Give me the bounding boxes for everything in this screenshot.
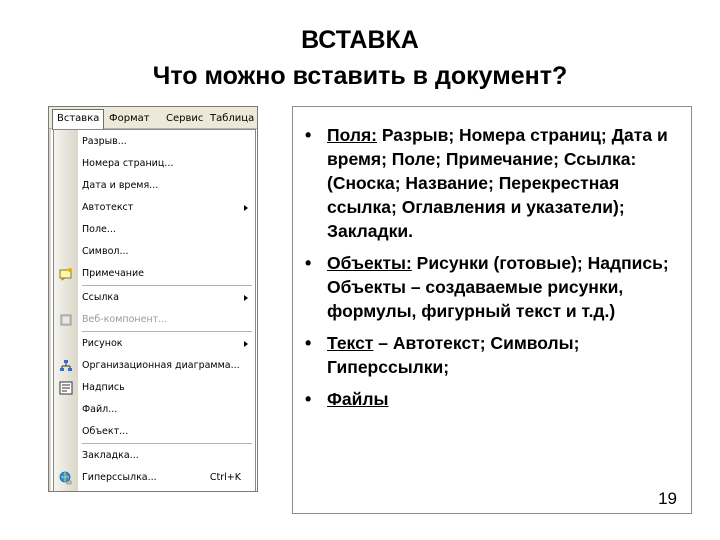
menu-item-reference[interactable] xyxy=(54,288,255,308)
menu-item-file[interactable] xyxy=(54,400,255,420)
bullet-list xyxy=(303,123,683,419)
menu-item-label: Рисунок xyxy=(82,338,123,349)
bullet-fields xyxy=(303,123,683,243)
bullet-text: Разрыв; Номера страниц; Дата и время; Поле; Примечание; Ссылка: (Сноска; Название; Перекрестная ссылка; Оглавления и указатели); Закладки. xyxy=(327,125,668,241)
bullet-files xyxy=(303,387,683,411)
menubar-item-format[interactable]: Формат xyxy=(109,113,150,124)
menu-item-field[interactable] xyxy=(54,220,255,240)
title-line-1: ВСТАВКА xyxy=(301,26,419,54)
bullet-heading: Поля: xyxy=(327,125,377,145)
bullet-heading: Файлы xyxy=(327,389,389,409)
menu-item-hyperlink[interactable] xyxy=(54,468,255,488)
menu-item-label: Поле... xyxy=(82,224,116,235)
menu-item-label: Гиперссылка... xyxy=(82,472,157,483)
menu-item-autotext[interactable] xyxy=(54,198,255,218)
menu-item-label: Дата и время... xyxy=(82,180,159,191)
textbox-icon xyxy=(59,381,73,395)
menubar-item-insert[interactable]: Вставка xyxy=(52,109,104,130)
submenu-arrow-icon xyxy=(244,205,248,211)
menu-item-shortcut: Ctrl+K xyxy=(209,472,241,483)
menu-item-label: Веб-компонент... xyxy=(82,314,168,325)
menu-item-label: Автотекст xyxy=(82,202,134,213)
page-number: 19 xyxy=(658,489,677,508)
menu-item-date-time[interactable] xyxy=(54,176,255,196)
bullet-text: Рисунки (готовые); Надпись; Объекты – создаваемые рисунки, формулы, фигурный текст и т.д.) xyxy=(327,253,669,321)
web-component-icon xyxy=(59,313,73,327)
content-textbox xyxy=(292,106,692,514)
menu-item-textbox[interactable] xyxy=(54,378,255,398)
menu-item-label: Файл... xyxy=(82,404,118,415)
hyperlink-icon xyxy=(59,471,73,485)
menu-item-page-numbers[interactable] xyxy=(54,154,255,174)
menu-item-label: Надпись xyxy=(82,382,125,393)
submenu-arrow-icon xyxy=(244,295,248,301)
menu-item-label: Примечание xyxy=(82,268,145,279)
menu-item-label: Закладка... xyxy=(82,450,139,461)
menu-separator xyxy=(82,443,252,444)
bullet-text: – Автотекст; Символы; Гиперссылки; xyxy=(327,333,580,377)
bullet-heading: Объекты: xyxy=(327,253,412,273)
slide-title xyxy=(0,22,720,94)
submenu-arrow-icon xyxy=(244,341,248,347)
menu-item-comment[interactable] xyxy=(54,264,255,284)
menu-item-label: Символ... xyxy=(82,246,129,257)
insert-menu-screenshot xyxy=(48,106,258,492)
menubar-item-table[interactable]: Таблица xyxy=(210,113,255,124)
title-line-2: Что можно вставить в документ? xyxy=(152,62,568,90)
menu-item-label: Организационная диаграмма... xyxy=(82,360,240,371)
menu-item-symbol[interactable] xyxy=(54,242,255,262)
menu-item-break[interactable] xyxy=(54,132,255,152)
menu-item-label: Разрыв... xyxy=(82,136,127,147)
menu-item-org-chart[interactable] xyxy=(54,356,255,376)
menu-separator xyxy=(82,285,252,286)
menu-item-bookmark[interactable] xyxy=(54,446,255,466)
menu-item-object[interactable] xyxy=(54,422,255,442)
insert-dropdown-menu xyxy=(53,129,256,492)
menu-item-label: Номера страниц... xyxy=(82,158,174,169)
window-edge xyxy=(49,129,51,492)
menu-item-label: Ссылка xyxy=(82,292,119,303)
menu-item-label: Объект... xyxy=(82,426,129,437)
menu-bar xyxy=(49,107,257,129)
comment-icon xyxy=(59,267,73,281)
menu-item-picture[interactable] xyxy=(54,334,255,354)
bullet-objects xyxy=(303,251,683,323)
menu-item-web-component xyxy=(54,310,255,330)
bullet-text-item xyxy=(303,331,683,379)
org-chart-icon xyxy=(59,359,73,373)
menubar-item-tools[interactable]: Сервис xyxy=(166,113,204,124)
bullet-heading: Текст xyxy=(327,333,374,353)
menu-separator xyxy=(82,331,252,332)
